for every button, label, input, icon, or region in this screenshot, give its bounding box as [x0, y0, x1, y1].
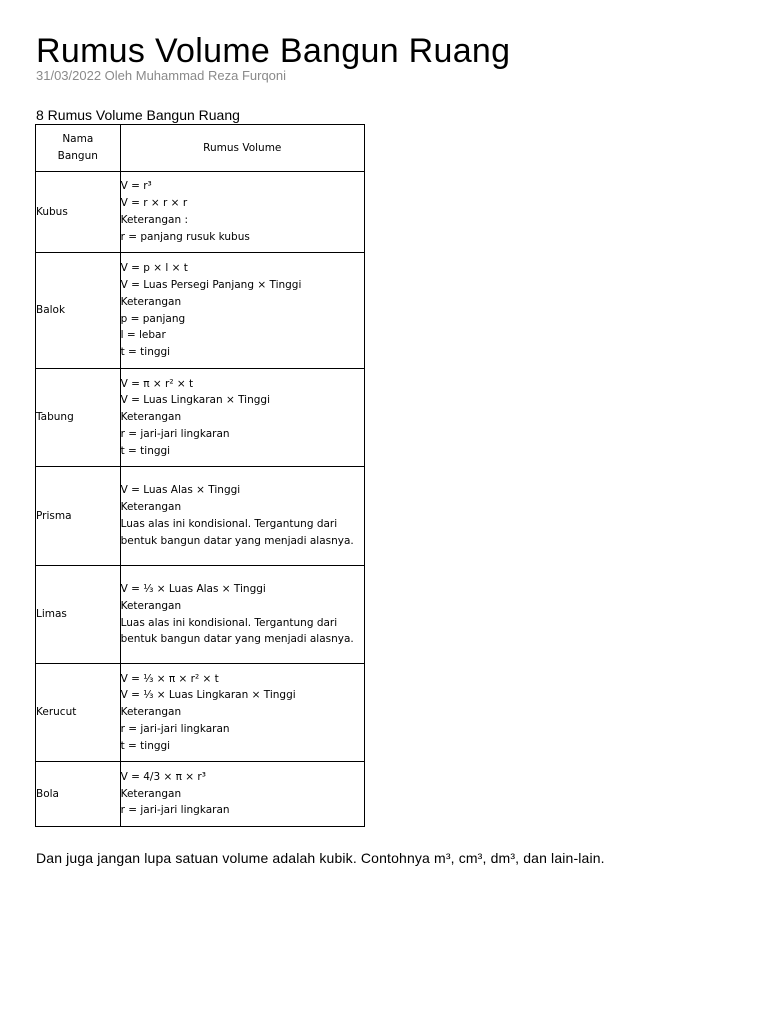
formula-line: r = panjang rusuk kubus: [120, 230, 250, 243]
formula-line: r = jari-jari lingkaran: [120, 427, 230, 440]
formula-cell: [120, 566, 364, 664]
shape-name: Prisma: [36, 467, 121, 566]
table-row-kerucut: [36, 664, 365, 762]
formula-cell: [120, 664, 364, 762]
formula-line: V = r × r × r: [120, 197, 188, 210]
table-row-limas: [36, 566, 365, 664]
formula-line: V = π × r² × t: [120, 377, 194, 390]
formula-line: Keterangan: [120, 787, 182, 800]
formula-line: Luas alas ini kondisional. Tergantung dari bentuk bangun datar yang menjadi alasnya.: [120, 518, 354, 547]
formula-line: r = jari-jari lingkaran: [120, 722, 230, 735]
header-nama-line1: Nama: [62, 133, 94, 146]
formula-cell: [120, 369, 364, 467]
formula-line: t = tinggi: [120, 739, 171, 752]
shape-name: Limas: [36, 566, 121, 664]
table-row-balok: [36, 253, 365, 369]
formula-line: V = p × l × t: [120, 262, 188, 275]
formula-line: V = ⅓ × Luas Alas × Tinggi: [120, 582, 266, 595]
formula-line: Keterangan: [120, 599, 182, 612]
table-header-row: [36, 125, 365, 172]
shape-name: Tabung: [36, 369, 121, 467]
formula-line: V = r³: [120, 180, 152, 193]
shape-name: Kerucut: [36, 664, 121, 762]
formula-line: p = panjang: [120, 312, 186, 325]
formula-line: V = Luas Alas × Tinggi: [120, 484, 241, 497]
formula-line: V = Luas Persegi Panjang × Tinggi: [120, 278, 302, 291]
formula-cell: [120, 253, 364, 369]
formula-line: Keterangan: [120, 295, 182, 308]
shape-name: Bola: [36, 762, 121, 827]
formula-cell: [120, 762, 364, 827]
formula-cell: [120, 172, 364, 253]
formula-line: V = Luas Lingkaran × Tinggi: [120, 394, 271, 407]
formula-line: Luas alas ini kondisional. Tergantung dari bentuk bangun datar yang menjadi alasnya.: [120, 616, 354, 646]
formula-line: V = ⅓ × π × r² × t: [120, 672, 219, 685]
shape-name: Kubus: [36, 172, 121, 253]
table-row-kubus: [36, 172, 365, 253]
volume-unit-note: Dan juga jangan lupa satuan volume adalah kubik. Contohnya m³, cm³, dm³, dan lain-lain.: [36, 850, 605, 866]
formula-line: Keterangan: [120, 706, 182, 719]
formula-line: V = 4/3 × π × r³: [120, 770, 206, 783]
formula-line: Keterangan :: [120, 214, 189, 226]
table-caption: 8 Rumus Volume Bangun Ruang: [36, 107, 240, 123]
formula-line: Keterangan: [120, 411, 182, 424]
formula-line: t = tinggi: [120, 346, 171, 359]
formula-line: l = lebar: [120, 329, 166, 342]
formula-cell: [120, 467, 364, 566]
formula-line: t = tinggi: [120, 444, 171, 457]
page-title: Rumus Volume Bangun Ruang: [36, 32, 511, 70]
table-row-tabung: [36, 369, 365, 467]
table-row-bola: [36, 762, 365, 827]
volume-formula-table: [35, 124, 365, 827]
formula-line: Keterangan: [120, 501, 182, 514]
formula-line: r = jari-jari lingkaran: [120, 804, 230, 817]
table-row-prisma: [36, 467, 365, 566]
header-rumus-volume: Rumus Volume: [120, 125, 364, 172]
header-nama-bangun: [36, 125, 121, 172]
header-nama-line2: Bangun: [57, 150, 98, 162]
byline-date-author: 31/03/2022 Oleh Muhammad Reza Furqoni: [36, 68, 287, 83]
formula-line: V = ⅓ × Luas Lingkaran × Tinggi: [120, 689, 296, 702]
shape-name: Balok: [36, 253, 121, 369]
